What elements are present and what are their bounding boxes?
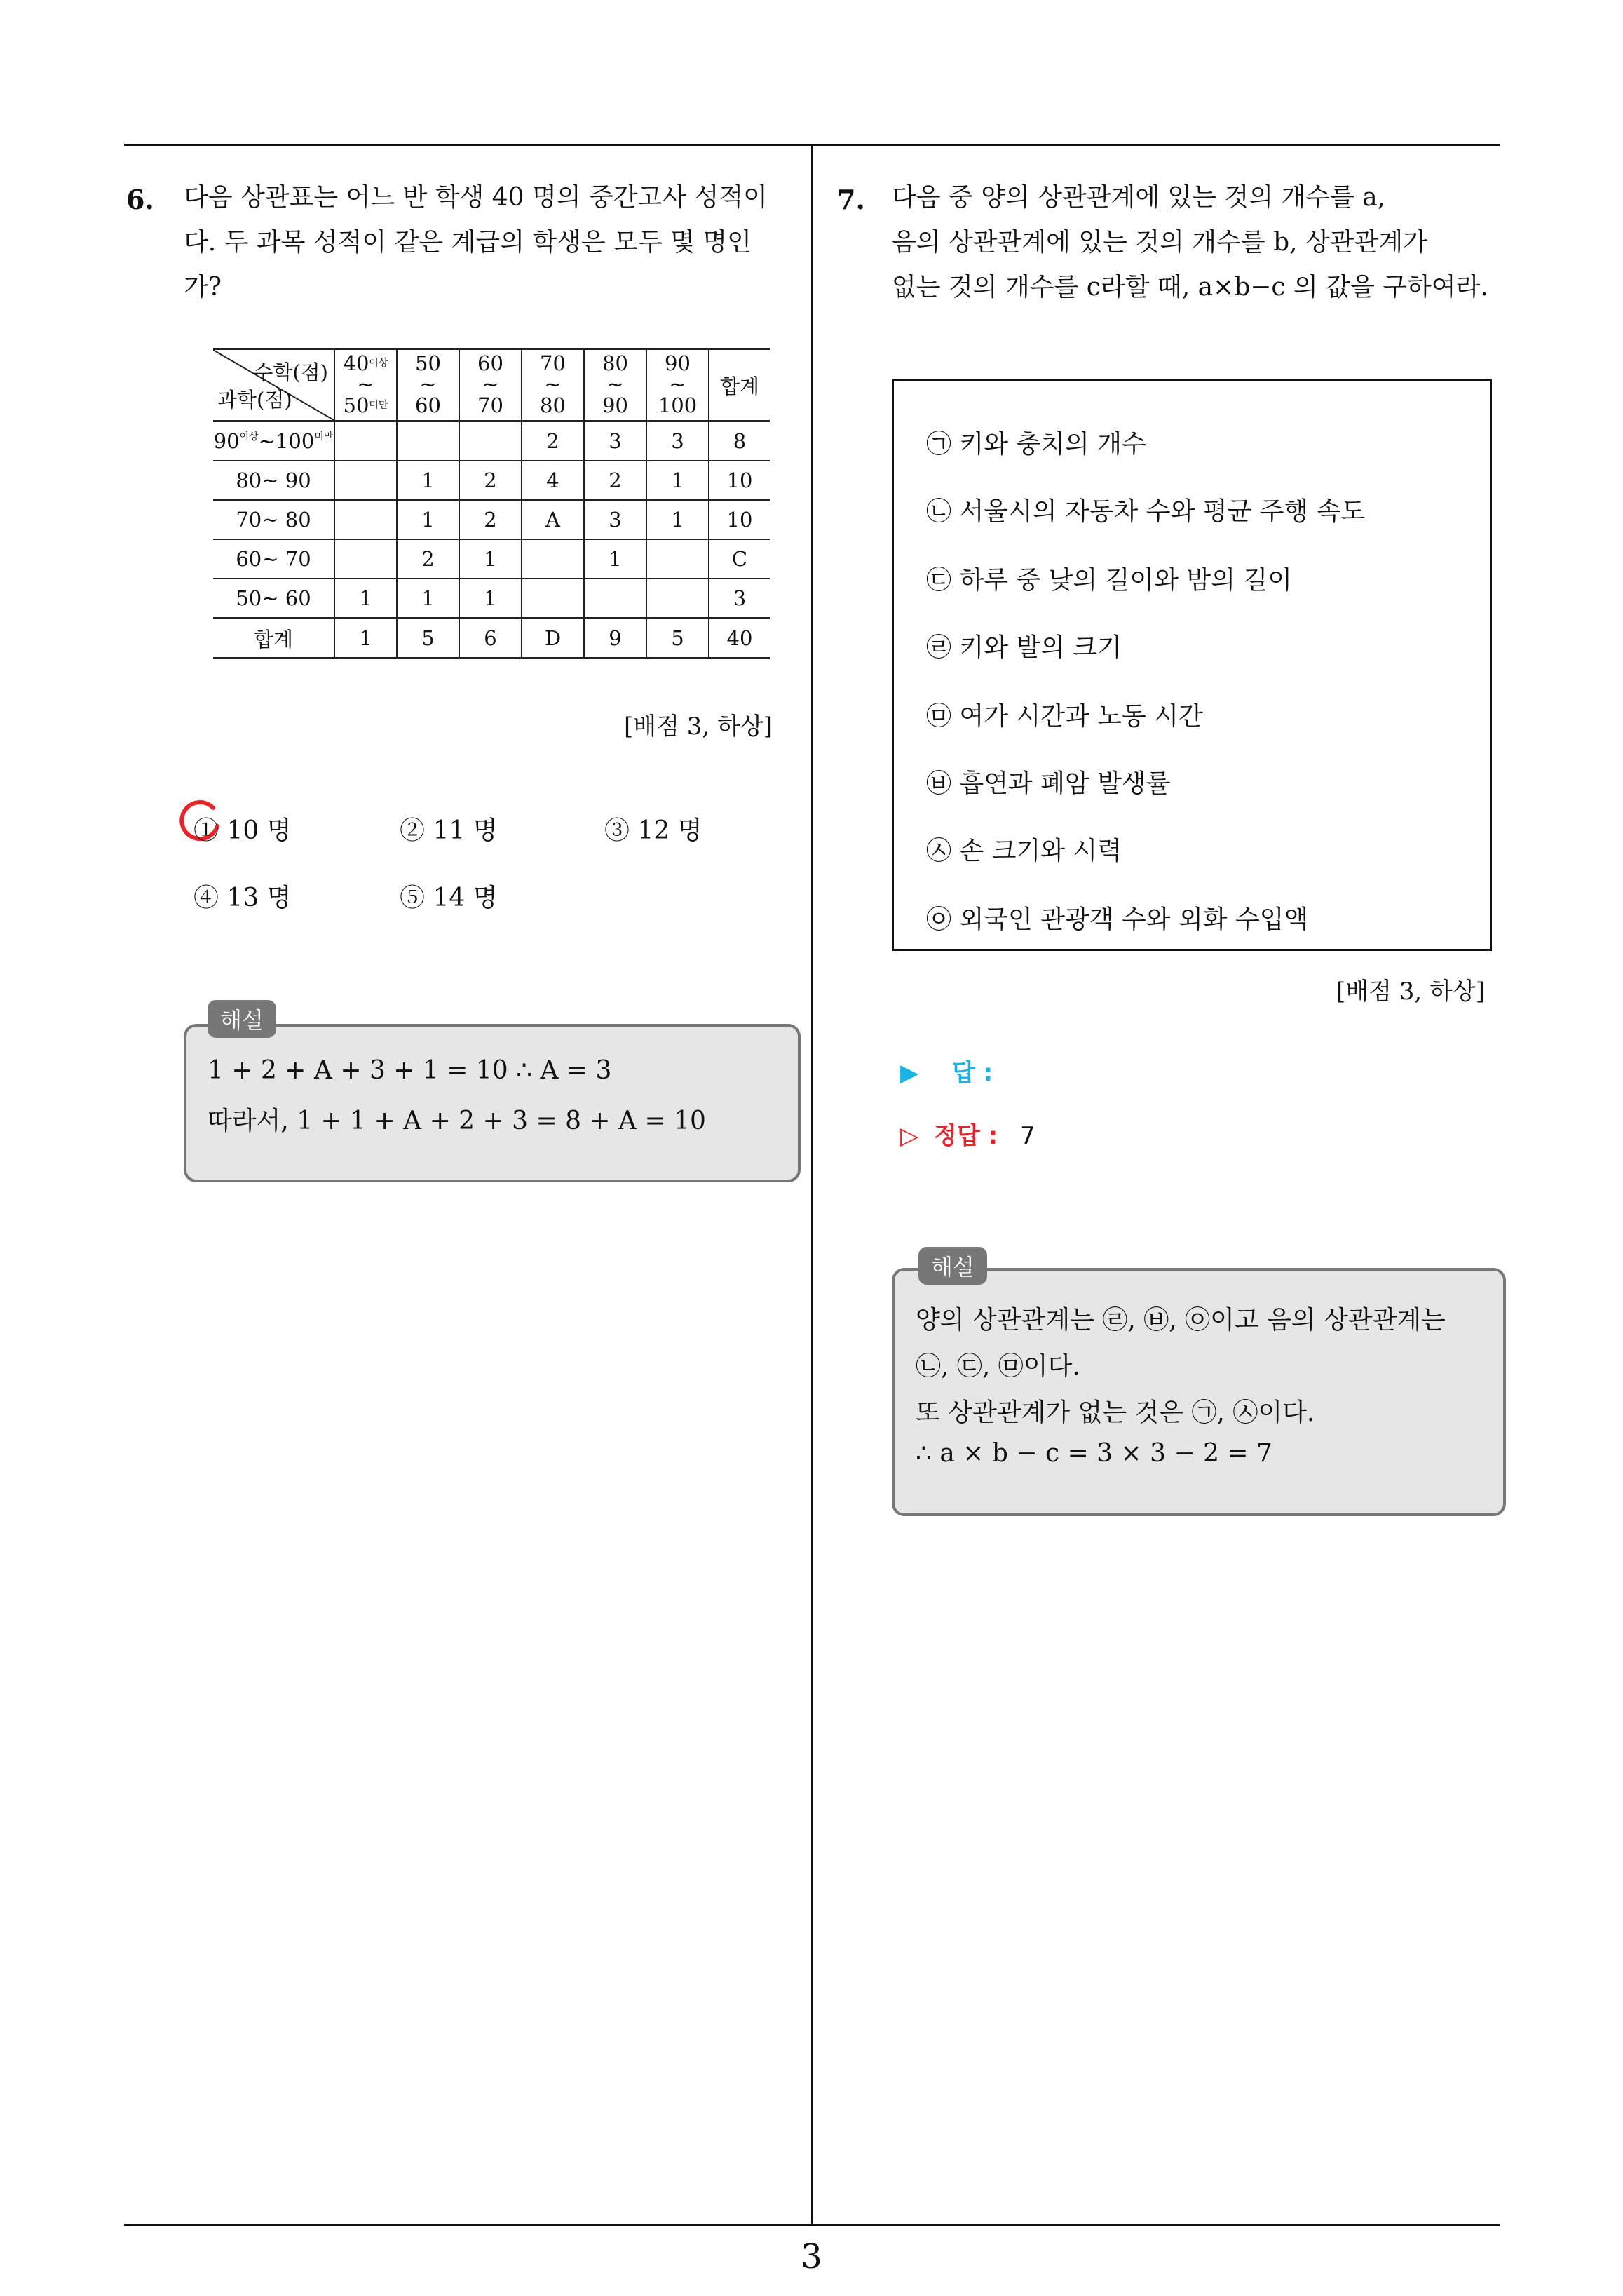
table-cell [334,500,397,539]
q6-text [184,175,799,310]
table-cell: 2 [459,461,522,500]
table-cell: 5 [397,619,459,659]
q7-explanation-box [892,1268,1506,1516]
table-cell: 1 [459,579,522,619]
table-cell: 2 [397,539,459,579]
table-cell [397,421,459,461]
table-row [213,539,770,579]
q7-explanation-line-2: ㉡, ㉢, ㉤이다. [916,1352,1080,1381]
row-total: 10 [709,500,770,539]
table-cell: 1 [334,579,397,619]
q7-line-3: 없는 것의 개수를 c라할 때, a×b−c 의 값을 구하여라. [892,273,1488,302]
table-total-row [213,619,770,659]
q6-line-1: 다음 상관표는 어느 반 학생 40 명의 중간고사 성적이 [184,183,768,212]
q7-line-2: 음의 상관관계에 있는 것의 개수를 b, 상관관계가 [892,228,1427,257]
q6-choice-3[interactable]: ③ 12 명 [604,816,702,845]
row-label: 80~ 90 [213,461,334,500]
q6-choice-2[interactable]: ② 11 명 [400,816,498,845]
q7-text [892,175,1509,310]
table-cell [646,539,709,579]
table-cell: 1 [397,461,459,500]
q7-item-3: ㉢ 하루 중 낮의 길이와 밤의 길이 [926,566,1292,595]
row-total: 8 [709,421,770,461]
table-cell: D [522,619,584,659]
table-cell: 1 [397,579,459,619]
table-cell: 6 [459,619,522,659]
row-label: 50~ 60 [213,579,334,619]
table-row [213,421,770,461]
q7-explanation-line-4: ∴ a × b − c = 3 × 3 − 2 = 7 [916,1439,1272,1468]
q6-explanation-tab: 해설 [208,1000,276,1038]
bottom-rule [124,2224,1500,2226]
q6-choice-1[interactable]: ① 10 명 [193,816,292,845]
table-cell: 1 [584,539,646,579]
q6-line-2: 다. 두 과목 성적이 같은 계급의 학생은 모두 몇 명인 [184,228,752,257]
q7-score: [배점 3, 하상] [1336,978,1485,1006]
correlation-table [213,348,770,659]
col-header-1: $40^{이상}$ ~ $50^{미만}$ [334,349,397,421]
correct-label: 정답 : [934,1122,998,1150]
table-cell: 4 [522,461,584,500]
q7-item-2: ㉡ 서울시의 자동차 수와 평균 주행 속도 [926,497,1366,526]
table-cell: 1 [646,500,709,539]
q7-item-6: ㉥ 흡연과 폐암 발생률 [926,769,1171,798]
table-cell: 1 [397,500,459,539]
table-cell: 3 [584,421,646,461]
table-cell: 3 [584,500,646,539]
table-cell: 9 [584,619,646,659]
q6-line-3: 가? [184,273,222,302]
q7-item-1: ㉠ 키와 충치의 개수 [926,430,1146,459]
col-header-total: 합계 [709,349,770,421]
table-row [213,579,770,619]
q7-explanation-tab: 해설 [918,1247,987,1285]
table-cell: 1 [459,539,522,579]
table-header-row [213,349,770,421]
table-cell: 5 [646,619,709,659]
table-cell [459,421,522,461]
table-corner-cell [213,349,334,421]
q7-item-7: ㉦ 손 크기와 시력 [926,837,1122,865]
q7-explanation-line-1: 양의 상관관계는 ㉣, ㉥, ㉧이고 음의 상관관계는 [916,1306,1446,1335]
row-total: 10 [709,461,770,500]
answer-row [900,1053,993,1088]
row-axis-label: 과학(점) [217,388,292,412]
q6-explanation-line-1: 1 + 2 + A + 3 + 1 = 10 ∴ A = 3 [208,1056,612,1085]
q7-item-5: ㉤ 여가 시간과 노동 시간 [926,702,1203,731]
col-header-3: 60 ~ 70 [459,349,522,421]
row-total: C [709,539,770,579]
table-cell: 2 [459,500,522,539]
q6-choice-5[interactable]: ⑤ 14 명 [400,884,498,912]
table-cell [522,539,584,579]
q6-choice-4[interactable]: ④ 13 명 [193,884,292,912]
table-cell [334,461,397,500]
correct-value: 7 [1019,1122,1035,1150]
q7-item-8: ㉧ 외국인 관광객 수와 외화 수입액 [926,905,1309,934]
answer-label: 답 : [952,1059,993,1087]
row-total: 40 [709,619,770,659]
q7-items-box [892,379,1492,951]
correct-arrow-icon: ▷ [900,1122,919,1150]
q7-number: 7. [837,184,865,215]
table-cell [334,421,397,461]
row-label: 60~ 70 [213,539,334,579]
col-axis-label: 수학(점) [253,360,328,384]
correct-answer-row [900,1116,1035,1151]
page-number: 3 [801,2237,822,2276]
table-cell [522,579,584,619]
table-cell [334,539,397,579]
q7-item-4: ㉣ 키와 발의 크기 [926,633,1122,662]
column-divider [811,144,813,2225]
table-row [213,461,770,500]
table-cell: 2 [584,461,646,500]
q7-explanation-line-3: 또 상관관계가 없는 것은 ㉠, ㉦이다. [916,1398,1315,1427]
table-cell: 1 [334,619,397,659]
col-header-4: 70 ~ 80 [522,349,584,421]
q6-number: 6. [126,184,154,215]
col-header-2: 50 ~ 60 [397,349,459,421]
col-header-6: 90 ~ 100 [646,349,709,421]
table-cell: 3 [646,421,709,461]
row-total: 3 [709,579,770,619]
row-label: 합계 [213,619,334,659]
table-cell: 2 [522,421,584,461]
row-label: $90^{이상}\sim 100^{미만}$ [213,421,334,461]
q6-explanation-box [184,1024,801,1182]
table-cell: 1 [646,461,709,500]
table-row [213,500,770,539]
col-header-5: 80 ~ 90 [584,349,646,421]
table-cell [584,579,646,619]
q7-line-1: 다음 중 양의 상관관계에 있는 것의 개수를 a, [892,183,1386,212]
q6-score: [배점 3, 하상] [624,713,773,741]
table-cell [646,579,709,619]
q6-explanation-line-2: 따라서, 1 + 1 + A + 2 + 3 = 8 + A = 10 [208,1107,706,1135]
table-cell: A [522,500,584,539]
answer-arrow-icon: ▶ [900,1059,919,1087]
row-label: 70~ 80 [213,500,334,539]
